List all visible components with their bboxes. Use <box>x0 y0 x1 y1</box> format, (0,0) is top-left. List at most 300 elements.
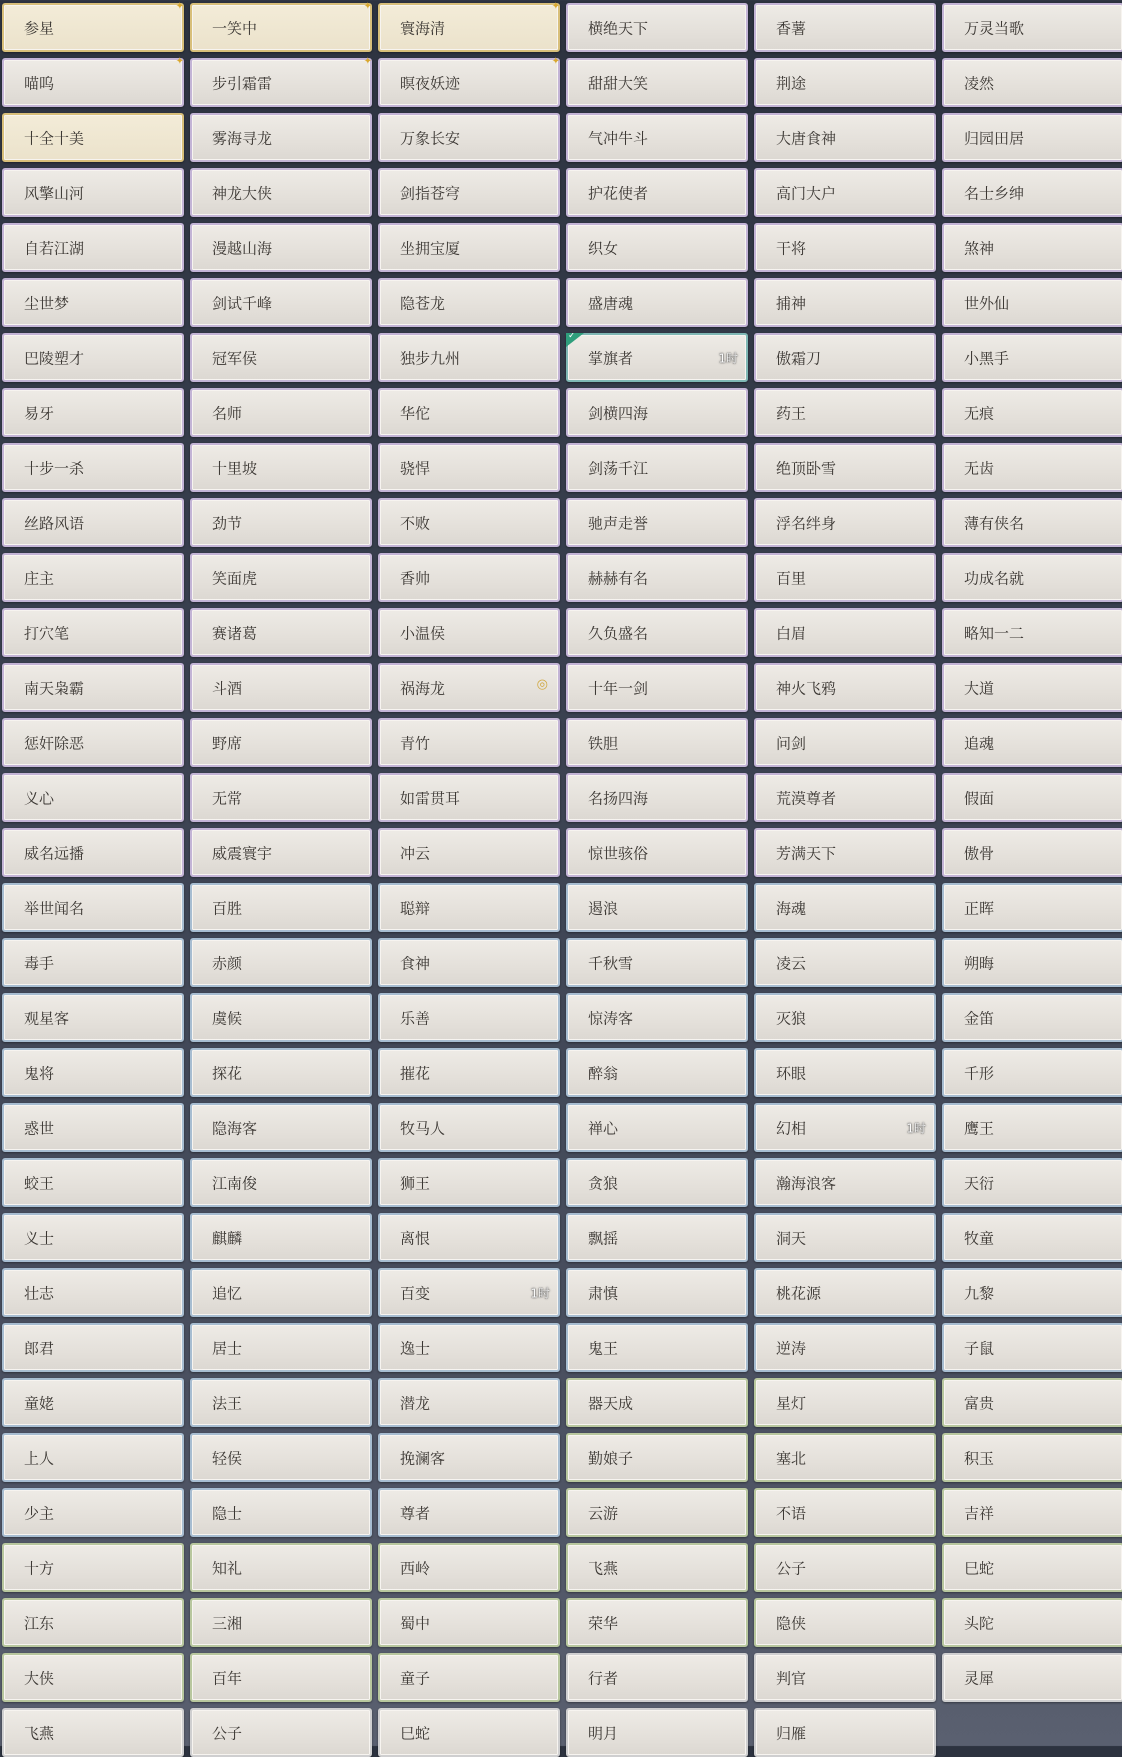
title-label: 鬼王 <box>588 1339 619 1357</box>
title-label: 高门大户 <box>776 184 837 202</box>
title-tile[interactable] <box>942 223 1122 272</box>
title-tile[interactable] <box>754 223 936 272</box>
title-tile[interactable] <box>378 553 560 602</box>
title-tile[interactable] <box>378 1708 560 1757</box>
title-tile[interactable] <box>566 58 748 107</box>
title-label: 挽澜客 <box>400 1449 446 1467</box>
title-label: 如雷贯耳 <box>400 789 461 807</box>
title-label: 尊者 <box>400 1504 431 1522</box>
title-tile[interactable] <box>942 1323 1122 1372</box>
title-tile[interactable] <box>378 223 560 272</box>
title-label: 百年 <box>212 1669 243 1687</box>
title-tile[interactable] <box>942 1598 1122 1647</box>
title-tile[interactable] <box>566 223 748 272</box>
title-label: 捕神 <box>776 294 807 312</box>
title-tile[interactable] <box>2 1653 184 1702</box>
title-label: 牧马人 <box>400 1119 446 1137</box>
title-tile[interactable] <box>190 113 372 162</box>
title-tile[interactable] <box>2 1268 184 1317</box>
title-tile[interactable] <box>942 773 1122 822</box>
title-tile[interactable] <box>190 1103 372 1152</box>
title-tile[interactable] <box>378 1268 560 1317</box>
title-tile[interactable] <box>566 1103 748 1152</box>
title-tile[interactable] <box>190 1708 372 1757</box>
title-label: 义士 <box>24 1229 55 1247</box>
title-tile[interactable] <box>378 1323 560 1372</box>
title-label: 上人 <box>24 1449 55 1467</box>
title-tile[interactable] <box>378 1378 560 1427</box>
title-tile[interactable] <box>378 278 560 327</box>
title-label: 公子 <box>776 1559 807 1577</box>
title-tile[interactable] <box>566 278 748 327</box>
title-label: 威名远播 <box>24 844 85 862</box>
title-tile[interactable] <box>942 883 1122 932</box>
title-label: 野席 <box>212 734 243 752</box>
title-label: 追忆 <box>212 1284 243 1302</box>
title-label: 巳蛇 <box>400 1724 431 1742</box>
title-tile[interactable] <box>2 553 184 602</box>
title-label: 十全十美 <box>24 129 85 147</box>
title-tile[interactable] <box>566 608 748 657</box>
title-tile[interactable] <box>754 1708 936 1757</box>
title-label: 名士乡绅 <box>964 184 1025 202</box>
title-tile[interactable] <box>190 1598 372 1647</box>
title-tile[interactable] <box>378 993 560 1042</box>
title-tile[interactable] <box>942 168 1122 217</box>
title-tile[interactable] <box>942 718 1122 767</box>
title-tile[interactable] <box>942 113 1122 162</box>
title-tile[interactable] <box>190 58 372 107</box>
title-label: 威震寰宇 <box>212 844 273 862</box>
title-tile[interactable] <box>190 1048 372 1097</box>
title-tile[interactable] <box>942 1488 1122 1537</box>
title-tile[interactable] <box>378 333 560 382</box>
title-tile[interactable] <box>942 1158 1122 1207</box>
title-tile[interactable] <box>942 1378 1122 1427</box>
sparkle-icon: ✦ <box>551 1 560 12</box>
title-tile[interactable] <box>754 1598 936 1647</box>
title-tile[interactable] <box>754 828 936 877</box>
title-tile[interactable] <box>190 663 372 712</box>
title-tile[interactable] <box>190 388 372 437</box>
title-tile[interactable] <box>190 498 372 547</box>
title-tile[interactable] <box>566 1213 748 1262</box>
title-tile[interactable] <box>566 1543 748 1592</box>
title-tile[interactable] <box>566 1268 748 1317</box>
title-label: 惊涛客 <box>588 1009 634 1027</box>
title-tile[interactable] <box>942 1103 1122 1152</box>
title-label: 幻相 <box>776 1119 807 1137</box>
title-tile[interactable] <box>754 1543 936 1592</box>
title-tile[interactable] <box>754 883 936 932</box>
title-tile[interactable] <box>2 1433 184 1482</box>
title-tile[interactable] <box>190 1158 372 1207</box>
title-tile[interactable] <box>942 1543 1122 1592</box>
title-tile[interactable] <box>2 938 184 987</box>
title-label: 法王 <box>212 1394 243 1412</box>
title-tile[interactable] <box>566 883 748 932</box>
title-tile[interactable] <box>378 773 560 822</box>
title-tile[interactable] <box>190 553 372 602</box>
title-tile[interactable] <box>942 333 1122 382</box>
title-label: 正晖 <box>964 899 995 917</box>
title-tile[interactable] <box>378 663 560 712</box>
title-tile[interactable] <box>2 1158 184 1207</box>
title-tile[interactable] <box>378 1488 560 1537</box>
title-label: 江南俊 <box>212 1174 258 1192</box>
title-tile[interactable] <box>2 443 184 492</box>
title-tile[interactable] <box>754 1653 936 1702</box>
title-tile[interactable] <box>2 388 184 437</box>
title-label: 九黎 <box>964 1284 995 1302</box>
title-tile[interactable] <box>378 498 560 547</box>
title-tile[interactable] <box>942 1213 1122 1262</box>
title-tile[interactable] <box>190 718 372 767</box>
title-tile[interactable] <box>754 993 936 1042</box>
title-tile[interactable] <box>2 1213 184 1262</box>
title-tile[interactable] <box>2 333 184 382</box>
title-tile[interactable] <box>754 553 936 602</box>
title-label: 久负盛名 <box>588 624 649 642</box>
title-tile[interactable] <box>942 58 1122 107</box>
title-tile[interactable] <box>2 773 184 822</box>
title-tile[interactable] <box>378 718 560 767</box>
title-tile[interactable] <box>2 663 184 712</box>
title-label: 洞天 <box>776 1229 807 1247</box>
title-label: 煞神 <box>964 239 995 257</box>
title-tile[interactable] <box>190 443 372 492</box>
title-tile[interactable] <box>190 1433 372 1482</box>
title-tile[interactable] <box>2 993 184 1042</box>
title-label: 积玉 <box>964 1449 995 1467</box>
title-tile[interactable] <box>190 608 372 657</box>
title-label: 江东 <box>24 1614 55 1632</box>
title-tile[interactable] <box>566 828 748 877</box>
title-tile[interactable] <box>190 773 372 822</box>
title-label: 灵犀 <box>964 1669 995 1687</box>
title-tile[interactable] <box>754 1158 936 1207</box>
title-tile[interactable] <box>566 553 748 602</box>
title-tile[interactable] <box>378 1653 560 1702</box>
title-label: 郎君 <box>24 1339 55 1357</box>
title-label: 风擎山河 <box>24 184 85 202</box>
title-label: 庄主 <box>24 569 55 587</box>
title-tile[interactable] <box>566 1488 748 1537</box>
title-tile[interactable] <box>378 443 560 492</box>
title-tile[interactable] <box>754 1268 936 1317</box>
title-tile[interactable] <box>378 1543 560 1592</box>
title-label: 星灯 <box>776 1394 807 1412</box>
title-tile[interactable] <box>190 223 372 272</box>
title-label: 名师 <box>212 404 243 422</box>
title-tile[interactable] <box>754 1048 936 1097</box>
title-tile[interactable] <box>942 443 1122 492</box>
title-label: 逸士 <box>400 1339 431 1357</box>
title-tile[interactable] <box>942 1268 1122 1317</box>
title-tile[interactable] <box>754 1103 936 1152</box>
title-tile[interactable] <box>942 663 1122 712</box>
title-label: 毒手 <box>24 954 55 972</box>
title-label: 万象长安 <box>400 129 461 147</box>
title-label: 寰海清 <box>400 19 446 37</box>
title-tile[interactable] <box>566 1598 748 1647</box>
title-tile[interactable] <box>566 1378 748 1427</box>
sparkle-icon: ✦ <box>175 56 184 67</box>
title-tile[interactable] <box>190 1268 372 1317</box>
title-label: 肃慎 <box>588 1284 619 1302</box>
title-tile[interactable] <box>754 113 936 162</box>
title-label: 知礼 <box>212 1559 243 1577</box>
title-tile[interactable] <box>2 1488 184 1537</box>
title-tile[interactable] <box>2 1543 184 1592</box>
title-tile[interactable] <box>754 1323 936 1372</box>
title-tile[interactable] <box>754 1213 936 1262</box>
title-label: 尘世梦 <box>24 294 70 312</box>
title-tile[interactable] <box>378 3 560 52</box>
title-tile[interactable] <box>2 113 184 162</box>
title-tile[interactable] <box>190 938 372 987</box>
title-label: 十年一剑 <box>588 679 649 697</box>
title-tile[interactable] <box>190 1488 372 1537</box>
title-label: 蛟王 <box>24 1174 55 1192</box>
title-label: 醉翁 <box>588 1064 619 1082</box>
title-label: 十方 <box>24 1559 55 1577</box>
title-tile[interactable] <box>754 608 936 657</box>
title-tile[interactable] <box>566 718 748 767</box>
title-label: 暝夜妖迹 <box>400 74 461 92</box>
title-tile[interactable] <box>566 938 748 987</box>
title-tile[interactable] <box>2 1103 184 1152</box>
title-tile[interactable] <box>378 1213 560 1262</box>
title-tile[interactable] <box>378 883 560 932</box>
title-tile[interactable] <box>190 1323 372 1372</box>
title-tile[interactable] <box>754 443 936 492</box>
title-label: 牧童 <box>964 1229 995 1247</box>
title-label: 名扬四海 <box>588 789 649 807</box>
title-label: 子鼠 <box>964 1339 995 1357</box>
title-tile[interactable] <box>566 113 748 162</box>
title-label: 劲节 <box>212 514 243 532</box>
title-tile[interactable] <box>2 58 184 107</box>
title-tile[interactable] <box>190 1378 372 1427</box>
title-tile[interactable] <box>566 1708 748 1757</box>
title-tile[interactable] <box>754 718 936 767</box>
title-tile[interactable] <box>566 388 748 437</box>
title-tile[interactable] <box>754 938 936 987</box>
title-label: 鬼将 <box>24 1064 55 1082</box>
title-tile[interactable] <box>378 168 560 217</box>
title-tile[interactable] <box>190 828 372 877</box>
title-tile[interactable] <box>566 443 748 492</box>
title-tile[interactable] <box>190 3 372 52</box>
title-tile[interactable] <box>754 3 936 52</box>
title-tile[interactable] <box>942 608 1122 657</box>
sparkle-icon: ✦ <box>551 56 560 67</box>
title-tile[interactable] <box>566 1433 748 1482</box>
title-tile[interactable] <box>942 993 1122 1042</box>
title-label: 无齿 <box>964 459 995 477</box>
title-label: 千秋雪 <box>588 954 634 972</box>
title-tile[interactable] <box>2 1378 184 1427</box>
title-tile[interactable] <box>566 1323 748 1372</box>
title-label: 天衍 <box>964 1174 995 1192</box>
title-label: 飘摇 <box>588 1229 619 1247</box>
title-label: 轻侯 <box>212 1449 243 1467</box>
title-label: 巳蛇 <box>964 1559 995 1577</box>
title-label: 隐海客 <box>212 1119 258 1137</box>
title-tile[interactable] <box>2 168 184 217</box>
title-label: 遏浪 <box>588 899 619 917</box>
title-tile[interactable] <box>378 58 560 107</box>
title-label: 云游 <box>588 1504 619 1522</box>
title-tile[interactable] <box>566 168 748 217</box>
title-label: 观星客 <box>24 1009 70 1027</box>
title-label: 百变 <box>400 1284 431 1302</box>
title-tile[interactable] <box>378 1048 560 1097</box>
title-label: 绝顶卧雪 <box>776 459 837 477</box>
title-tile[interactable] <box>942 1653 1122 1702</box>
title-label: 问剑 <box>776 734 807 752</box>
title-tile[interactable] <box>942 553 1122 602</box>
title-tile[interactable] <box>190 333 372 382</box>
title-tile[interactable] <box>566 333 748 382</box>
title-label: 掌旗者 <box>588 349 634 367</box>
title-tile[interactable] <box>942 828 1122 877</box>
title-tile[interactable] <box>2 223 184 272</box>
title-label: 海魂 <box>776 899 807 917</box>
title-label: 傲霜刀 <box>776 349 822 367</box>
title-tile[interactable] <box>754 58 936 107</box>
title-tile[interactable] <box>378 608 560 657</box>
title-label: 小黑手 <box>964 349 1010 367</box>
title-label: 吉祥 <box>964 1504 995 1522</box>
title-tile[interactable] <box>190 1653 372 1702</box>
title-tile[interactable] <box>754 388 936 437</box>
title-label: 青竹 <box>400 734 431 752</box>
title-tile[interactable] <box>378 828 560 877</box>
title-tile[interactable] <box>754 773 936 822</box>
title-tile[interactable] <box>942 1048 1122 1097</box>
title-tile[interactable] <box>190 168 372 217</box>
title-tile[interactable] <box>378 1158 560 1207</box>
title-tile[interactable] <box>754 1433 936 1482</box>
title-tile[interactable] <box>378 1103 560 1152</box>
title-tile[interactable] <box>190 1543 372 1592</box>
title-tile[interactable] <box>2 3 184 52</box>
title-label: 神火飞鸦 <box>776 679 837 697</box>
title-tile[interactable] <box>2 498 184 547</box>
title-tile[interactable] <box>2 828 184 877</box>
title-tile[interactable] <box>378 388 560 437</box>
title-label: 义心 <box>24 789 55 807</box>
title-label: 归园田居 <box>964 129 1025 147</box>
title-label: 薄有侠名 <box>964 514 1025 532</box>
title-tile[interactable] <box>190 278 372 327</box>
title-tile[interactable] <box>190 1213 372 1262</box>
title-tile[interactable] <box>942 3 1122 52</box>
title-label: 香帅 <box>400 569 431 587</box>
title-tile[interactable] <box>2 883 184 932</box>
title-tile[interactable] <box>566 498 748 547</box>
title-label: 童姥 <box>24 1394 55 1412</box>
title-label: 惊世骇俗 <box>588 844 649 862</box>
title-tile[interactable] <box>942 278 1122 327</box>
title-label: 盛唐魂 <box>588 294 634 312</box>
title-label: 荒漠尊者 <box>776 789 837 807</box>
title-tile[interactable] <box>566 993 748 1042</box>
title-tile[interactable] <box>942 388 1122 437</box>
title-label: 富贵 <box>964 1394 995 1412</box>
title-tile[interactable] <box>754 1378 936 1427</box>
title-tile[interactable] <box>942 498 1122 547</box>
title-label: 食神 <box>400 954 431 972</box>
title-tile[interactable] <box>566 1048 748 1097</box>
title-label: 居士 <box>212 1339 243 1357</box>
title-label: 骁悍 <box>400 459 431 477</box>
title-label: 小温侯 <box>400 624 446 642</box>
title-tile[interactable] <box>2 1708 184 1757</box>
title-label: 惑世 <box>24 1119 55 1137</box>
title-tile[interactable] <box>754 498 936 547</box>
title-tile[interactable] <box>754 333 936 382</box>
title-label: 剑试千峰 <box>212 294 273 312</box>
title-tile[interactable] <box>754 1488 936 1537</box>
time-limit-label: 1时 <box>718 351 738 365</box>
title-label: 无常 <box>212 789 243 807</box>
sparkle-icon: ✦ <box>363 1 372 12</box>
title-tile[interactable] <box>942 1433 1122 1482</box>
title-tile[interactable] <box>566 1158 748 1207</box>
title-tile[interactable] <box>754 168 936 217</box>
title-label: 蜀中 <box>400 1614 431 1632</box>
title-tile[interactable] <box>2 278 184 327</box>
title-tile[interactable] <box>378 938 560 987</box>
title-tile[interactable] <box>190 993 372 1042</box>
title-tile[interactable] <box>378 1433 560 1482</box>
title-label: 贪狼 <box>588 1174 619 1192</box>
title-tile[interactable] <box>2 1598 184 1647</box>
title-label: 金笛 <box>964 1009 995 1027</box>
title-label: 聪辩 <box>400 899 431 917</box>
title-tile[interactable] <box>566 3 748 52</box>
title-label: 禅心 <box>588 1119 619 1137</box>
title-label: 南天枭霸 <box>24 679 85 697</box>
title-tile[interactable] <box>566 1653 748 1702</box>
title-tile[interactable] <box>190 883 372 932</box>
title-tile[interactable] <box>378 1598 560 1647</box>
title-label: 桃花源 <box>776 1284 822 1302</box>
title-label: 万灵当歌 <box>964 19 1025 37</box>
title-tile[interactable] <box>2 608 184 657</box>
title-tile[interactable] <box>2 1048 184 1097</box>
title-label: 剑荡千江 <box>588 459 649 477</box>
title-tile[interactable] <box>754 663 936 712</box>
title-label: 灭狼 <box>776 1009 807 1027</box>
title-tile[interactable] <box>754 278 936 327</box>
title-tile[interactable] <box>942 938 1122 987</box>
title-label: 冠军侯 <box>212 349 258 367</box>
title-label: 判官 <box>776 1669 807 1687</box>
title-tile[interactable] <box>2 718 184 767</box>
title-label: 剑横四海 <box>588 404 649 422</box>
title-label: 勤娘子 <box>588 1449 634 1467</box>
title-tile[interactable] <box>378 113 560 162</box>
title-tile[interactable] <box>566 663 748 712</box>
title-tile[interactable] <box>566 773 748 822</box>
title-label: 追魂 <box>964 734 995 752</box>
title-label: 瀚海浪客 <box>776 1174 837 1192</box>
title-tile[interactable] <box>2 1323 184 1372</box>
